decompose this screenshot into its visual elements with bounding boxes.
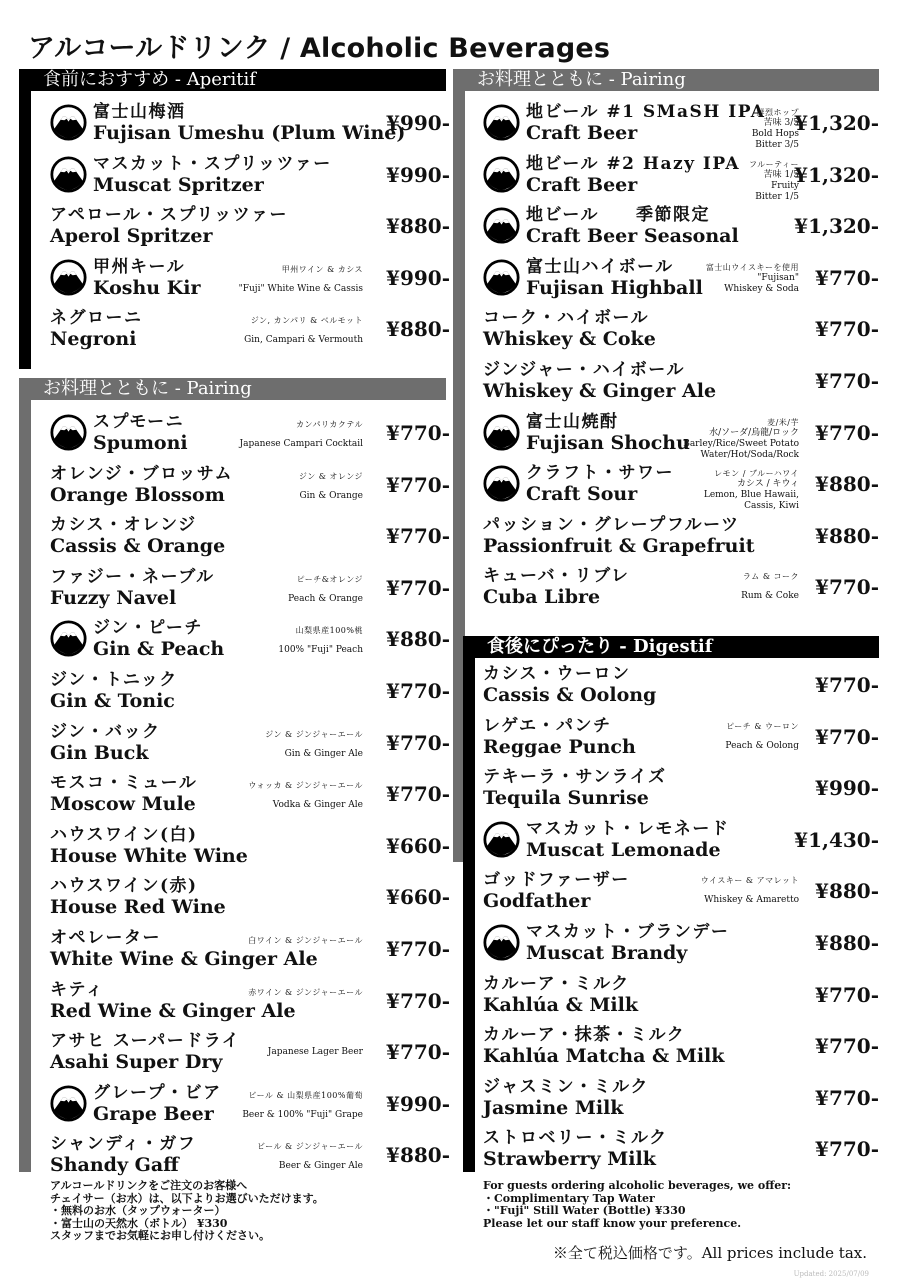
item-name-jp: ハウスワイン(白) bbox=[50, 824, 198, 845]
item-name-jp: マスカット・レモネード bbox=[526, 818, 730, 839]
item-price: ¥770- bbox=[815, 1085, 879, 1110]
menu-item bbox=[50, 1133, 450, 1185]
item-name-en: Cassis & Orange bbox=[50, 535, 226, 558]
item-note-jp: ピーチ & ウーロン bbox=[726, 721, 799, 731]
menu-item bbox=[483, 462, 883, 514]
section-title: お料理とともに - Pairing bbox=[43, 378, 252, 399]
item-name-en: Muscat Spritzer bbox=[93, 173, 264, 196]
item-name-jp: シャンディ・ガフ bbox=[50, 1134, 197, 1155]
item-name-jp: ハウスワイン(赤) bbox=[50, 876, 198, 897]
item-name-jp: カルーア・ミルク bbox=[483, 973, 630, 994]
item-note-en: Gin & Ginger Ale bbox=[284, 748, 363, 759]
item-price: ¥770- bbox=[815, 1137, 879, 1162]
item-name-jp: マスカット・ブランデー bbox=[526, 922, 730, 942]
item-name-en: House Red Wine bbox=[50, 896, 226, 919]
item-note-en: Whiskey & Amaretto bbox=[704, 895, 799, 906]
item-price: ¥770- bbox=[386, 421, 450, 445]
item-name-en: Craft Beer bbox=[526, 173, 638, 196]
item-price: ¥1,430- bbox=[794, 827, 879, 852]
item-name-en: Gin Buck bbox=[50, 741, 149, 764]
menu-item bbox=[50, 1030, 450, 1082]
item-name-en: Muscat Brandy bbox=[526, 942, 688, 964]
menu-item bbox=[483, 1024, 883, 1076]
item-price: ¥660- bbox=[386, 833, 450, 858]
item-note-en: Japanese Lager Beer bbox=[267, 1047, 363, 1058]
item-name-jp: 富士山梅酒 bbox=[93, 102, 186, 122]
item-name-jp: キティ bbox=[50, 979, 105, 1000]
item-note-jp: 白ワイン & ジンジャーエール bbox=[248, 936, 363, 945]
item-name-en: Fujisan Umeshu (Plum Wine) bbox=[93, 122, 406, 144]
item-name-en: Cassis & Oolong bbox=[483, 684, 657, 706]
item-note-en: "Fuji" White Wine & Cassis bbox=[238, 283, 363, 294]
section-header-pairing-left bbox=[31, 378, 446, 400]
item-name-jp: ファジー・ネーブル bbox=[50, 566, 215, 587]
item-note-jp: ビール & 山梨県産100%葡萄 bbox=[248, 1090, 363, 1100]
item-price: ¥1,320- bbox=[794, 111, 879, 135]
item-name-en: White Wine & Ginger Ale bbox=[50, 948, 318, 970]
menu-item bbox=[483, 973, 883, 1025]
item-note bbox=[248, 780, 363, 811]
section-title: お料理とともに - Pairing bbox=[477, 69, 686, 90]
item-price: ¥770- bbox=[815, 982, 879, 1007]
item-note bbox=[725, 721, 799, 752]
item-name-jp: ジンジャー・ハイボール bbox=[483, 360, 685, 380]
aperitif-side-bar bbox=[19, 69, 31, 369]
item-name-jp: スプモーニ bbox=[93, 412, 185, 432]
item-name-en: Kahlúa Matcha & Milk bbox=[483, 1045, 725, 1068]
item-name-jp: 地ビール #2 Hazy IPA bbox=[526, 153, 741, 174]
item-note-en: Gin, Campari & Vermouth bbox=[244, 335, 363, 346]
item-name-jp: 地ビール 季節限定 bbox=[526, 205, 710, 226]
item-price: ¥770- bbox=[815, 673, 879, 697]
section-header-digestif bbox=[475, 636, 879, 658]
menu-item bbox=[50, 875, 450, 927]
item-price: ¥990- bbox=[386, 111, 450, 135]
menu-item bbox=[483, 715, 883, 767]
item-note-jp: ジン & ジンジャーエール bbox=[265, 729, 363, 739]
item-price: ¥770- bbox=[386, 679, 450, 703]
mount-fuji-icon bbox=[483, 259, 520, 296]
mount-fuji-icon bbox=[483, 414, 520, 451]
item-note-en: 苦味 1/5 Fruity Bitter 1/5 bbox=[755, 169, 799, 202]
item-price: ¥1,320- bbox=[794, 214, 879, 239]
item-name-en: Reggae Punch bbox=[483, 735, 636, 758]
mount-fuji-icon bbox=[50, 156, 87, 193]
item-note bbox=[248, 987, 363, 1007]
item-price: ¥770- bbox=[386, 988, 450, 1013]
item-price: ¥770- bbox=[386, 524, 450, 549]
digestif-side-bar bbox=[463, 636, 475, 1172]
item-price: ¥880- bbox=[386, 317, 450, 342]
item-name-jp: キューバ・リブレ bbox=[483, 566, 630, 587]
item-note bbox=[248, 935, 363, 955]
item-note-jp: 麦/米/芋 bbox=[767, 417, 799, 427]
item-name-jp: 地ビール #1 SMaSH IPA bbox=[526, 102, 766, 122]
item-name-en: Aperol Spritzer bbox=[50, 225, 213, 248]
item-price: ¥770- bbox=[386, 730, 450, 755]
item-price: ¥770- bbox=[815, 724, 879, 749]
item-note bbox=[683, 417, 799, 461]
item-note bbox=[265, 729, 363, 760]
item-name-jp: テキーラ・サンライズ bbox=[483, 767, 667, 788]
item-note-en: 水/ソーダ/烏龍/ロック Barley/Rice/Sweet Potato Water/Hot/Soda/Rock bbox=[683, 427, 799, 460]
item-name-jp: クラフト・サワー bbox=[526, 463, 674, 484]
item-note-en: Beer & Ginger Ale bbox=[278, 1161, 363, 1172]
item-name-en: House White Wine bbox=[50, 844, 248, 867]
menu-item bbox=[50, 772, 450, 824]
menu-item bbox=[50, 617, 450, 669]
menu-item bbox=[483, 101, 883, 153]
item-name-jp: カシス・オレンジ bbox=[50, 515, 197, 536]
item-note bbox=[242, 1090, 363, 1121]
item-price: ¥770- bbox=[386, 1040, 450, 1065]
item-note-jp: ピーチ&オレンジ bbox=[296, 574, 363, 584]
tax-note: ※全て税込価格です。All prices include tax. bbox=[552, 1244, 867, 1262]
item-note-jp: カンパリカクテル bbox=[296, 420, 363, 429]
item-note-jp: レモン / ブルーハワイ bbox=[714, 469, 799, 479]
menu-item bbox=[483, 204, 883, 256]
updated-date: Updated: 2025/07/09 bbox=[793, 1270, 869, 1278]
item-note-en: Beer & 100% "Fuji" Grape bbox=[242, 1109, 363, 1120]
item-name-en: Red Wine & Ginger Ale bbox=[50, 999, 296, 1022]
item-price: ¥990- bbox=[386, 265, 450, 290]
menu-item bbox=[483, 256, 883, 308]
item-price: ¥880- bbox=[386, 1143, 450, 1168]
menu-item bbox=[483, 818, 883, 870]
menu-item bbox=[50, 824, 450, 876]
item-note-en: Peach & Orange bbox=[288, 593, 363, 604]
item-price: ¥770- bbox=[386, 937, 450, 961]
item-name-en: Spumoni bbox=[93, 432, 188, 454]
menu-item bbox=[50, 721, 450, 773]
menu-item bbox=[50, 411, 450, 463]
pairing-left-side-bar bbox=[19, 378, 31, 1172]
item-name-en: Strawberry Milk bbox=[483, 1148, 656, 1171]
item-name-en: Passionfruit & Grapefruit bbox=[483, 534, 755, 557]
item-price: ¥990- bbox=[386, 162, 450, 187]
item-name-jp: パッション・グレープフルーツ bbox=[483, 514, 740, 535]
item-name-en: Craft Beer bbox=[526, 122, 638, 144]
item-price: ¥770- bbox=[815, 1034, 879, 1059]
item-name-en: Grape Beer bbox=[93, 1102, 214, 1125]
section-header-pairing-right bbox=[465, 69, 879, 91]
menu-item bbox=[50, 101, 450, 153]
mount-fuji-icon bbox=[483, 207, 520, 244]
item-note-jp: 富士山ウイスキーを使用 bbox=[705, 262, 799, 272]
item-name-en: Craft Sour bbox=[526, 483, 638, 506]
menu-item bbox=[50, 669, 450, 721]
item-note-en: Gin & Orange bbox=[299, 490, 363, 501]
item-name-jp: 甲州キール bbox=[93, 256, 186, 277]
item-note-jp: フルーティー bbox=[748, 159, 799, 169]
item-name-en: Craft Beer Seasonal bbox=[526, 225, 739, 248]
item-name-jp: アサヒ スーパードライ bbox=[50, 1031, 241, 1052]
item-note bbox=[239, 264, 363, 295]
item-price: ¥880- bbox=[815, 879, 879, 904]
item-note bbox=[268, 1038, 363, 1058]
menu-item bbox=[50, 463, 450, 515]
item-note-jp: ビール & ジンジャーエール bbox=[256, 1142, 363, 1152]
item-note bbox=[704, 468, 799, 512]
item-price: ¥770- bbox=[815, 369, 879, 393]
item-name-en: Kahlúa & Milk bbox=[483, 993, 638, 1016]
item-name-jp: アペロール・スプリッツァー bbox=[50, 205, 288, 226]
menu-item bbox=[483, 153, 883, 205]
item-name-jp: ネグローニ bbox=[50, 308, 143, 329]
mount-fuji-icon bbox=[50, 1085, 87, 1122]
item-name-jp: ジン・トニック bbox=[50, 670, 178, 690]
item-price: ¥770- bbox=[386, 782, 450, 807]
item-name-en: Moscow Mule bbox=[50, 793, 196, 816]
item-name-jp: 富士山ハイボール bbox=[526, 256, 674, 277]
item-name-en: Negroni bbox=[50, 328, 137, 351]
item-name-jp: ストロベリー・ミルク bbox=[483, 1128, 668, 1149]
item-note bbox=[257, 1141, 363, 1172]
menu-item bbox=[483, 514, 883, 566]
item-name-en: Asahi Super Dry bbox=[50, 1051, 223, 1074]
item-name-en: Shandy Gaff bbox=[50, 1154, 179, 1177]
menu-item bbox=[483, 359, 883, 411]
item-name-jp: マスカット・スプリッツァー bbox=[93, 153, 332, 174]
item-note-jp: ジン & オレンジ bbox=[298, 471, 363, 481]
item-note-en: Rum & Coke bbox=[741, 591, 799, 602]
menu-item bbox=[50, 204, 450, 256]
menu-item bbox=[483, 663, 883, 715]
item-note-jp: 鮮烈ホップ bbox=[756, 108, 799, 117]
mount-fuji-icon bbox=[50, 414, 87, 451]
item-price: ¥880- bbox=[386, 627, 450, 652]
item-price: ¥770- bbox=[815, 420, 879, 445]
item-name-en: Godfather bbox=[483, 890, 591, 913]
menu-item bbox=[483, 307, 883, 359]
item-name-jp: ジャスミン・ミルク bbox=[483, 1076, 649, 1097]
item-price: ¥880- bbox=[815, 523, 879, 548]
mount-fuji-icon bbox=[50, 259, 87, 296]
item-name-jp: ゴッドファーザー bbox=[483, 870, 630, 891]
item-name-en: Koshu Kir bbox=[93, 276, 201, 299]
item-name-en: Whiskey & Ginger Ale bbox=[483, 380, 717, 402]
item-name-en: Whiskey & Coke bbox=[483, 328, 656, 351]
menu-item bbox=[483, 869, 883, 921]
item-name-jp: オペレーター bbox=[50, 928, 161, 948]
menu-item bbox=[50, 1082, 450, 1134]
item-price: ¥1,320- bbox=[794, 162, 879, 187]
item-note-en: Vodka & Ginger Ale bbox=[272, 800, 363, 811]
item-price: ¥770- bbox=[815, 265, 879, 290]
item-name-en: Jasmine Milk bbox=[483, 1096, 624, 1119]
item-note-jp: ラム & コーク bbox=[742, 572, 799, 582]
mount-fuji-icon bbox=[483, 156, 520, 193]
item-note-jp: ジン, カンパリ & ベルモット bbox=[250, 316, 363, 326]
menu-item bbox=[50, 307, 450, 359]
item-price: ¥880- bbox=[815, 472, 879, 497]
item-price: ¥990- bbox=[386, 1091, 450, 1116]
item-price: ¥660- bbox=[386, 885, 450, 910]
item-note bbox=[244, 315, 363, 346]
item-note bbox=[288, 574, 363, 605]
mount-fuji-icon bbox=[483, 924, 520, 961]
item-name-en: Cuba Libre bbox=[483, 586, 601, 609]
item-name-jp: ジン・バック bbox=[50, 721, 161, 742]
item-price: ¥770- bbox=[815, 575, 879, 600]
item-note bbox=[299, 471, 363, 502]
menu-item bbox=[483, 1127, 883, 1179]
item-note-en: 苦味 3/5 Bold Hops Bitter 3/5 bbox=[751, 118, 799, 150]
item-name-en: Tequila Sunrise bbox=[483, 787, 649, 810]
item-note-en: Japanese Campari Cocktail bbox=[239, 439, 363, 449]
item-name-jp: コーク・ハイボール bbox=[483, 308, 650, 329]
item-name-en: Fujisan Shochu bbox=[526, 431, 690, 454]
section-title: 食前におすすめ - Aperitif bbox=[43, 69, 256, 90]
menu-item bbox=[50, 514, 450, 566]
mount-fuji-icon bbox=[483, 465, 520, 502]
item-name-jp: オレンジ・ブロッサム bbox=[50, 463, 233, 484]
item-name-jp: モスコ・ミュール bbox=[50, 773, 198, 794]
item-note bbox=[239, 419, 363, 450]
page-title: アルコールドリンク / Alcoholic Beverages bbox=[28, 33, 611, 64]
item-note-en: 100% "Fuji" Peach bbox=[278, 645, 363, 656]
item-price: ¥770- bbox=[815, 317, 879, 342]
item-note-en: Peach & Oolong bbox=[725, 740, 799, 751]
item-note-jp: 甲州ワイン & カシス bbox=[281, 264, 363, 274]
item-name-en: Fuzzy Navel bbox=[50, 586, 177, 609]
item-note-en: カシス / キウィ Lemon, Blue Hawaii, Cassis, Kiwi bbox=[703, 479, 799, 512]
item-note-jp: 山梨県産100%桃 bbox=[295, 626, 363, 636]
item-name-en: Fujisan Highball bbox=[526, 276, 703, 299]
mount-fuji-icon bbox=[50, 620, 87, 657]
item-name-jp: ジン・ピーチ bbox=[93, 618, 203, 639]
mount-fuji-icon bbox=[50, 104, 87, 141]
menu-item bbox=[50, 153, 450, 205]
menu-item bbox=[50, 256, 450, 308]
item-note-jp: ウイスキー & アマレット bbox=[700, 876, 799, 886]
section-header-aperitif bbox=[31, 69, 446, 91]
mount-fuji-icon bbox=[483, 104, 520, 141]
footer-note-en: For guests ordering alcoholic beverages, we offer: ・Complimentary Tap Water ・"Fuji" Still Water (Bottle) ¥330 Please let our staff know your preference. bbox=[483, 1179, 792, 1230]
item-price: ¥770- bbox=[386, 472, 450, 497]
item-name-en: Orange Blossom bbox=[50, 483, 225, 506]
item-note-en: "Fujisan" Whiskey & Soda bbox=[724, 272, 799, 294]
item-note bbox=[701, 875, 799, 906]
menu-item bbox=[483, 565, 883, 617]
item-name-en: Muscat Lemonade bbox=[526, 838, 721, 861]
item-name-jp: レゲエ・パンチ bbox=[483, 715, 612, 736]
section-title: 食後にぴったり - Digestif bbox=[487, 636, 713, 657]
menu-item bbox=[483, 921, 883, 973]
item-name-jp: カシス・ウーロン bbox=[483, 664, 631, 684]
menu-item bbox=[50, 927, 450, 979]
item-price: ¥990- bbox=[815, 776, 879, 801]
item-note-jp: ウォッカ & ジンジャーエール bbox=[248, 781, 363, 791]
menu-item bbox=[483, 766, 883, 818]
item-name-en: Gin & Tonic bbox=[50, 690, 175, 712]
item-price: ¥880- bbox=[386, 214, 450, 239]
menu-item bbox=[483, 411, 883, 463]
item-name-en: Gin & Peach bbox=[93, 638, 225, 661]
menu-item bbox=[50, 566, 450, 618]
menu-item bbox=[50, 979, 450, 1031]
item-price: ¥770- bbox=[386, 575, 450, 600]
footer-note-jp: アルコールドリンクをご注文のお客様へ チェイサー（お水）は、以下よりお選びいただけます。 ・無料のお水（タップウォーター） ・富士山の天然水（ボトル） ¥330 スタッフまでお気軽にお申し付けください。 bbox=[50, 1179, 324, 1242]
item-name-jp: 富士山焼酎 bbox=[526, 411, 619, 432]
mount-fuji-icon bbox=[483, 821, 520, 858]
item-note-jp: 赤ワイン & ジンジャーエール bbox=[248, 987, 363, 997]
menu-item bbox=[483, 1076, 883, 1128]
item-note bbox=[706, 262, 799, 295]
item-name-jp: グレープ・ビア bbox=[93, 1082, 222, 1103]
item-note bbox=[278, 625, 363, 656]
item-name-jp: カルーア・抹茶・ミルク bbox=[483, 1025, 686, 1046]
item-price: ¥880- bbox=[815, 931, 879, 955]
